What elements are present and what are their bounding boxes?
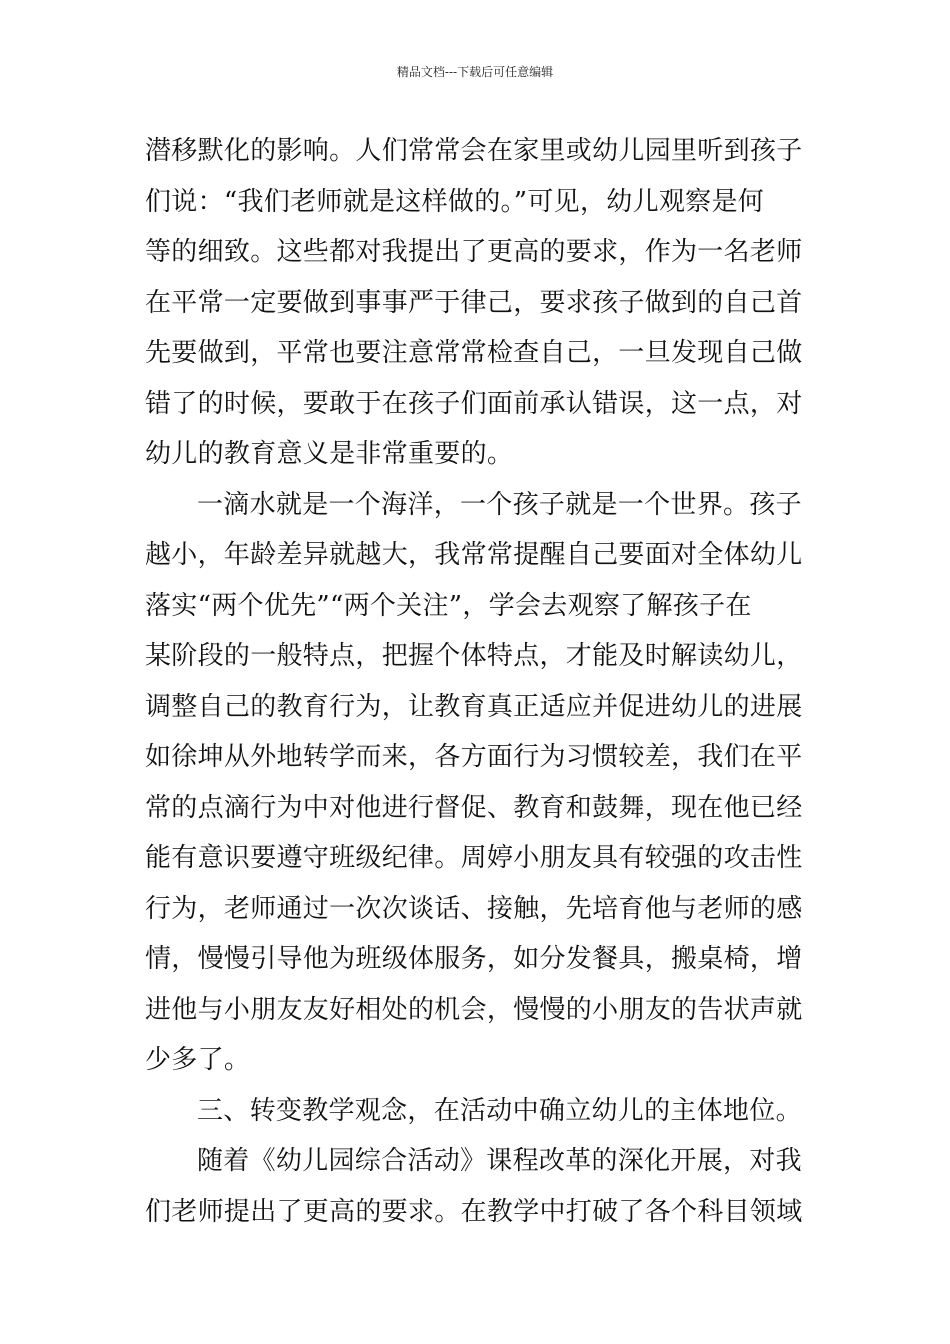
text-line: 先要做到，平常也要注意常常检查自己，一旦发现自己做 [145, 338, 803, 368]
text-line: 行为，老师通过一次次谈话、接触，先培育他与老师的感 [145, 893, 803, 924]
text-line: 落实“两个优先”“两个关注”，学会去观察了解孩子在 [145, 590, 752, 621]
text-line: 潜移默化的影响。人们常常会在家里或幼儿园里听到孩子 [145, 136, 803, 166]
text-line: 等的细致。这些都对我提出了更高的要求，作为一名老师 [145, 237, 803, 267]
text-line: 幼儿的教育意义是非常重要的。 [145, 439, 514, 469]
paragraph-first-line: 随着《幼儿园综合活动》课程改革的深化开展，对我 [197, 1146, 802, 1176]
text-line: 错了的时候，要敢于在孩子们面前承认错误，这一点，对 [145, 388, 803, 419]
document-body [145, 126, 815, 1237]
text-line: 们说：“我们老师就是这样做的。”可见，幼儿观察是何 [145, 186, 765, 217]
section-heading: 三、转变教学观念，在活动中确立幼儿的主体地位。 [197, 1095, 802, 1126]
text-line: 少多了。 [145, 1045, 251, 1075]
page-header: 精品文档---下载后可任意编辑 [396, 65, 554, 79]
paragraph-first-line: 一滴水就是一个海洋，一个孩子就是一个世界。孩子 [197, 489, 802, 520]
text-line: 某阶段的一般特点，把握个体特点，才能及时解读幼儿， [145, 641, 803, 671]
text-line: 们老师提出了更高的要求。在教学中打破了各个科目领域 [145, 1196, 803, 1227]
text-line: 越小，年龄差异就越大，我常常提醒自己要面对全体幼儿 [145, 540, 803, 570]
text-line: 如徐坤从外地转学而来，各方面行为习惯较差，我们在平 [145, 742, 803, 772]
text-line: 情，慢慢引导他为班级体服务，如分发餐具，搬桌椅，增 [145, 944, 803, 974]
text-line: 调整自己的教育行为，让教育真正适应并促进幼儿的进展 [145, 691, 803, 722]
text-line: 在平常一定要做到事事严于律己，要求孩子做到的自己首 [145, 287, 803, 318]
text-line: 进他与小朋友友好相处的机会，慢慢的小朋友的告状声就 [145, 994, 803, 1025]
text-line: 常的点滴行为中对他进行督促、教育和鼓舞，现在他已经 [145, 792, 803, 823]
text-line: 能有意识要遵守班级纪律。周婷小朋友具有较强的攻击性 [145, 843, 803, 873]
